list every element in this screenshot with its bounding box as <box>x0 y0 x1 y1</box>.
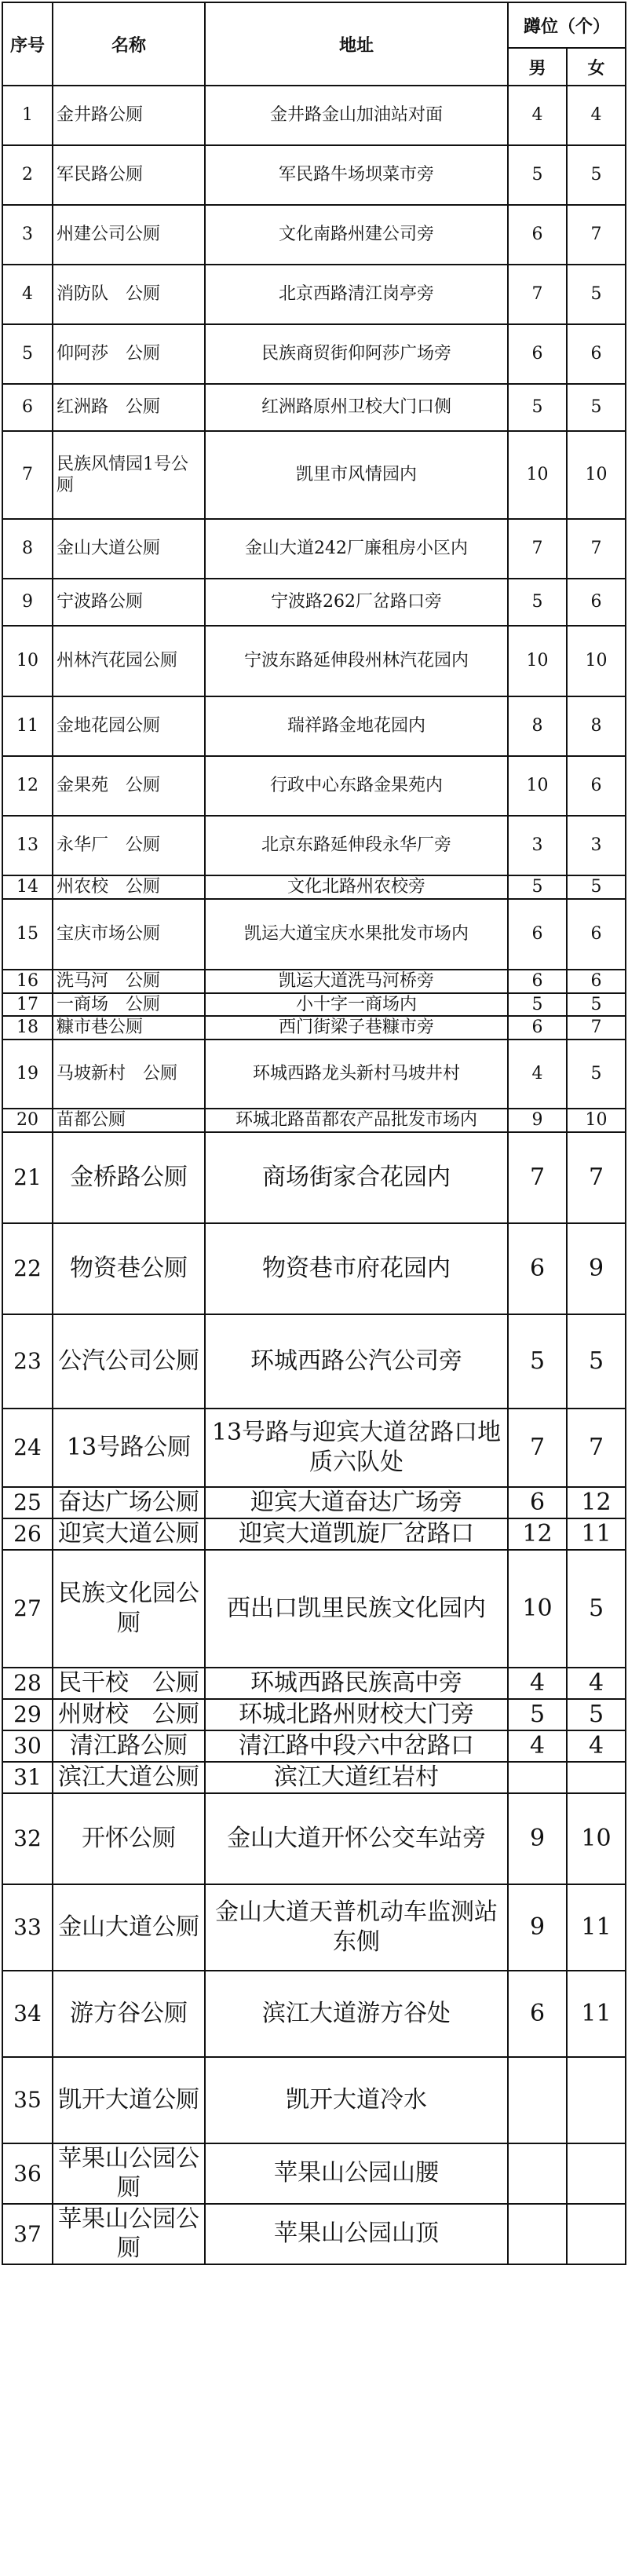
cell-address: 迎宾大道凯旋厂岔路口 <box>205 1518 508 1550</box>
table-row <box>2 1730 626 1762</box>
cell-female: 10 <box>567 1109 626 1132</box>
cell-address: 西出口凯里民族文化园内 <box>205 1550 508 1668</box>
cell-address: 红洲路原州卫校大门口侧 <box>205 384 508 431</box>
cell-index: 25 <box>2 1487 53 1518</box>
cell-address: 小十字一商场内 <box>205 993 508 1017</box>
cell-female: 5 <box>567 1699 626 1730</box>
cell-female: 7 <box>567 519 626 579</box>
cell-name: 马坡新村 公厕 <box>53 1040 205 1109</box>
cell-male: 12 <box>508 1518 567 1550</box>
cell-address: 宁波路262厂岔路口旁 <box>205 579 508 626</box>
cell-female <box>567 2143 626 2204</box>
cell-name: 民族风情园1号公厕 <box>53 431 205 519</box>
table-body <box>2 86 626 2264</box>
cell-male: 9 <box>508 1109 567 1132</box>
cell-index: 24 <box>2 1409 53 1487</box>
cell-index: 19 <box>2 1040 53 1109</box>
cell-address: 民族商贸街仰阿莎广场旁 <box>205 324 508 384</box>
table-row <box>2 2204 626 2264</box>
cell-name: 州林汽花园公厕 <box>53 626 205 696</box>
table-row <box>2 324 626 384</box>
cell-index: 32 <box>2 1793 53 1884</box>
cell-female: 11 <box>567 1884 626 1971</box>
cell-index: 5 <box>2 324 53 384</box>
cell-female: 7 <box>567 205 626 265</box>
cell-male: 7 <box>508 265 567 324</box>
cell-index: 27 <box>2 1550 53 1668</box>
table-row <box>2 1016 626 1040</box>
cell-index: 35 <box>2 2057 53 2143</box>
cell-address: 环城西路民族高中旁 <box>205 1668 508 1699</box>
toilet-table-sheet <box>2 2 625 2265</box>
cell-address: 环城西路公汽公司旁 <box>205 1314 508 1409</box>
cell-male: 3 <box>508 816 567 875</box>
cell-name: 清江路公厕 <box>53 1730 205 1762</box>
header-index: 序号 <box>2 2 53 86</box>
cell-index: 22 <box>2 1223 53 1314</box>
table-row <box>2 579 626 626</box>
cell-address: 瑞祥路金地花园内 <box>205 696 508 756</box>
cell-male: 10 <box>508 756 567 816</box>
cell-name: 物资巷公厕 <box>53 1223 205 1314</box>
cell-index: 13 <box>2 816 53 875</box>
cell-address: 军民路牛场坝菜市旁 <box>205 145 508 205</box>
cell-female: 5 <box>567 1550 626 1668</box>
cell-address: 宁波东路延伸段州林汽花园内 <box>205 626 508 696</box>
cell-male: 6 <box>508 1971 567 2057</box>
cell-index: 36 <box>2 2143 53 2204</box>
cell-address: 北京东路延伸段永华厂旁 <box>205 816 508 875</box>
cell-male: 4 <box>508 1668 567 1699</box>
cell-name: 民干校 公厕 <box>53 1668 205 1699</box>
cell-name: 开怀公厕 <box>53 1793 205 1884</box>
cell-female: 7 <box>567 1016 626 1040</box>
cell-male: 6 <box>508 970 567 993</box>
cell-index: 1 <box>2 86 53 145</box>
cell-female: 4 <box>567 86 626 145</box>
cell-name: 永华厂 公厕 <box>53 816 205 875</box>
table-row <box>2 1762 626 1793</box>
cell-index: 17 <box>2 993 53 1017</box>
cell-male: 4 <box>508 1730 567 1762</box>
cell-female: 4 <box>567 1730 626 1762</box>
cell-address: 苹果山公园山腰 <box>205 2143 508 2204</box>
cell-address: 凯运大道洗马河桥旁 <box>205 970 508 993</box>
cell-address: 环城西路龙头新村马坡井村 <box>205 1040 508 1109</box>
cell-name: 金山大道公厕 <box>53 1884 205 1971</box>
table-row <box>2 265 626 324</box>
table-row <box>2 1793 626 1884</box>
cell-female: 10 <box>567 626 626 696</box>
cell-index: 26 <box>2 1518 53 1550</box>
cell-index: 11 <box>2 696 53 756</box>
cell-female: 5 <box>567 145 626 205</box>
table-row <box>2 626 626 696</box>
cell-address: 滨江大道游方谷处 <box>205 1971 508 2057</box>
cell-index: 28 <box>2 1668 53 1699</box>
cell-male <box>508 2204 567 2264</box>
cell-index: 16 <box>2 970 53 993</box>
cell-address: 迎宾大道奋达广场旁 <box>205 1487 508 1518</box>
cell-name: 州财校 公厕 <box>53 1699 205 1730</box>
cell-name: 金果苑 公厕 <box>53 756 205 816</box>
cell-female: 4 <box>567 1668 626 1699</box>
cell-male: 9 <box>508 1793 567 1884</box>
cell-male: 10 <box>508 626 567 696</box>
cell-index: 34 <box>2 1971 53 2057</box>
cell-name: 金地花园公厕 <box>53 696 205 756</box>
cell-address: 凯开大道冷水 <box>205 2057 508 2143</box>
cell-name: 仰阿莎 公厕 <box>53 324 205 384</box>
cell-male: 4 <box>508 86 567 145</box>
cell-male: 6 <box>508 1487 567 1518</box>
cell-female: 3 <box>567 816 626 875</box>
table-row <box>2 2057 626 2143</box>
cell-index: 2 <box>2 145 53 205</box>
cell-address: 凯运大道宝庆水果批发市场内 <box>205 899 508 970</box>
table-row <box>2 1487 626 1518</box>
cell-male: 5 <box>508 993 567 1017</box>
cell-male: 4 <box>508 1040 567 1109</box>
cell-male: 6 <box>508 1223 567 1314</box>
cell-female: 10 <box>567 431 626 519</box>
cell-female: 6 <box>567 899 626 970</box>
cell-female: 5 <box>567 875 626 899</box>
cell-name: 公汽公司公厕 <box>53 1314 205 1409</box>
cell-name: 宁波路公厕 <box>53 579 205 626</box>
table-row <box>2 899 626 970</box>
cell-address: 北京西路清江岗亭旁 <box>205 265 508 324</box>
table-row <box>2 970 626 993</box>
table-row <box>2 1668 626 1699</box>
table-row <box>2 519 626 579</box>
cell-male: 6 <box>508 324 567 384</box>
header-address: 地址 <box>205 2 508 86</box>
cell-name: 金井路公厕 <box>53 86 205 145</box>
table-row <box>2 2143 626 2204</box>
cell-name: 凯开大道公厕 <box>53 2057 205 2143</box>
table-row <box>2 1409 626 1487</box>
cell-male: 5 <box>508 1699 567 1730</box>
cell-address: 文化南路州建公司旁 <box>205 205 508 265</box>
table-row <box>2 86 626 145</box>
cell-female: 10 <box>567 1793 626 1884</box>
cell-female: 5 <box>567 1314 626 1409</box>
table-header <box>2 2 626 86</box>
cell-male <box>508 2057 567 2143</box>
table-row <box>2 1550 626 1668</box>
cell-index: 33 <box>2 1884 53 1971</box>
table-row <box>2 1132 626 1223</box>
cell-address: 金山大道天普机动车监测站东侧 <box>205 1884 508 1971</box>
cell-female: 9 <box>567 1223 626 1314</box>
cell-male: 5 <box>508 875 567 899</box>
cell-address: 滨江大道红岩村 <box>205 1762 508 1793</box>
public-toilet-table <box>2 2 626 2265</box>
cell-female: 6 <box>567 970 626 993</box>
cell-name: 苹果山公园公厕 <box>53 2204 205 2264</box>
cell-male: 10 <box>508 431 567 519</box>
cell-name: 消防队 公厕 <box>53 265 205 324</box>
table-row <box>2 1699 626 1730</box>
cell-name: 金桥路公厕 <box>53 1132 205 1223</box>
table-row <box>2 816 626 875</box>
cell-name: 红洲路 公厕 <box>53 384 205 431</box>
table-row <box>2 384 626 431</box>
cell-address: 西门街梁子巷糠市旁 <box>205 1016 508 1040</box>
cell-index: 29 <box>2 1699 53 1730</box>
cell-female: 5 <box>567 1040 626 1109</box>
table-row <box>2 875 626 899</box>
cell-address: 商场街家合花园内 <box>205 1132 508 1223</box>
cell-name: 滨江大道公厕 <box>53 1762 205 1793</box>
cell-address: 金山大道开怀公交车站旁 <box>205 1793 508 1884</box>
cell-female: 12 <box>567 1487 626 1518</box>
header-female: 女 <box>567 48 626 86</box>
cell-name: 苹果山公园公厕 <box>53 2143 205 2204</box>
cell-male: 8 <box>508 696 567 756</box>
cell-female: 6 <box>567 756 626 816</box>
cell-male: 5 <box>508 145 567 205</box>
cell-address: 环城北路苗都农产品批发市场内 <box>205 1109 508 1132</box>
cell-index: 3 <box>2 205 53 265</box>
cell-index: 14 <box>2 875 53 899</box>
cell-female: 8 <box>567 696 626 756</box>
cell-female <box>567 1762 626 1793</box>
cell-address: 凯里市风情园内 <box>205 431 508 519</box>
cell-female <box>567 2204 626 2264</box>
cell-name: 13号路公厕 <box>53 1409 205 1487</box>
cell-name: 军民路公厕 <box>53 145 205 205</box>
table-row <box>2 145 626 205</box>
cell-male: 6 <box>508 899 567 970</box>
cell-female: 5 <box>567 384 626 431</box>
table-row <box>2 1223 626 1314</box>
cell-address: 13号路与迎宾大道岔路口地质六队处 <box>205 1409 508 1487</box>
cell-index: 4 <box>2 265 53 324</box>
cell-female: 6 <box>567 579 626 626</box>
cell-name: 迎宾大道公厕 <box>53 1518 205 1550</box>
cell-address: 金井路金山加油站对面 <box>205 86 508 145</box>
table-row <box>2 1884 626 1971</box>
cell-female: 11 <box>567 1971 626 2057</box>
cell-address: 物资巷市府花园内 <box>205 1223 508 1314</box>
cell-address: 环城北路州财校大门旁 <box>205 1699 508 1730</box>
cell-address: 清江路中段六中岔路口 <box>205 1730 508 1762</box>
cell-address: 行政中心东路金果苑内 <box>205 756 508 816</box>
cell-index: 31 <box>2 1762 53 1793</box>
cell-female: 5 <box>567 993 626 1017</box>
cell-name: 宝庆市场公厕 <box>53 899 205 970</box>
cell-index: 10 <box>2 626 53 696</box>
table-row <box>2 1109 626 1132</box>
cell-index: 23 <box>2 1314 53 1409</box>
cell-name: 游方谷公厕 <box>53 1971 205 2057</box>
cell-female: 5 <box>567 265 626 324</box>
cell-female <box>567 2057 626 2143</box>
cell-female: 6 <box>567 324 626 384</box>
cell-index: 18 <box>2 1016 53 1040</box>
cell-male: 10 <box>508 1550 567 1668</box>
table-row <box>2 205 626 265</box>
cell-name: 一商场 公厕 <box>53 993 205 1017</box>
cell-index: 37 <box>2 2204 53 2264</box>
cell-index: 20 <box>2 1109 53 1132</box>
cell-name: 金山大道公厕 <box>53 519 205 579</box>
cell-name: 奋达广场公厕 <box>53 1487 205 1518</box>
table-row <box>2 1518 626 1550</box>
cell-male: 5 <box>508 579 567 626</box>
table-row <box>2 756 626 816</box>
cell-name: 苗都公厕 <box>53 1109 205 1132</box>
cell-male: 5 <box>508 384 567 431</box>
cell-male <box>508 2143 567 2204</box>
table-row <box>2 1040 626 1109</box>
cell-name: 州农校 公厕 <box>53 875 205 899</box>
cell-name: 糠市巷公厕 <box>53 1016 205 1040</box>
cell-index: 7 <box>2 431 53 519</box>
cell-address: 金山大道242厂廉租房小区内 <box>205 519 508 579</box>
cell-index: 9 <box>2 579 53 626</box>
cell-male <box>508 1762 567 1793</box>
cell-address: 苹果山公园山顶 <box>205 2204 508 2264</box>
table-row <box>2 696 626 756</box>
cell-address: 文化北路州农校旁 <box>205 875 508 899</box>
table-row <box>2 1314 626 1409</box>
cell-female: 7 <box>567 1132 626 1223</box>
table-row <box>2 431 626 519</box>
table-row <box>2 993 626 1017</box>
cell-index: 6 <box>2 384 53 431</box>
cell-female: 11 <box>567 1518 626 1550</box>
cell-male: 7 <box>508 1132 567 1223</box>
cell-male: 6 <box>508 205 567 265</box>
cell-name: 民族文化园公厕 <box>53 1550 205 1668</box>
cell-index: 12 <box>2 756 53 816</box>
cell-index: 8 <box>2 519 53 579</box>
cell-female: 7 <box>567 1409 626 1487</box>
cell-index: 21 <box>2 1132 53 1223</box>
header-name: 名称 <box>53 2 205 86</box>
cell-male: 7 <box>508 519 567 579</box>
cell-male: 6 <box>508 1016 567 1040</box>
cell-name: 州建公司公厕 <box>53 205 205 265</box>
cell-index: 30 <box>2 1730 53 1762</box>
cell-name: 洗马河 公厕 <box>53 970 205 993</box>
cell-male: 7 <box>508 1409 567 1487</box>
cell-male: 5 <box>508 1314 567 1409</box>
table-row <box>2 1971 626 2057</box>
cell-male: 9 <box>508 1884 567 1971</box>
header-male: 男 <box>508 48 567 86</box>
cell-index: 15 <box>2 899 53 970</box>
header-stalls: 蹲位（个） <box>508 2 626 48</box>
